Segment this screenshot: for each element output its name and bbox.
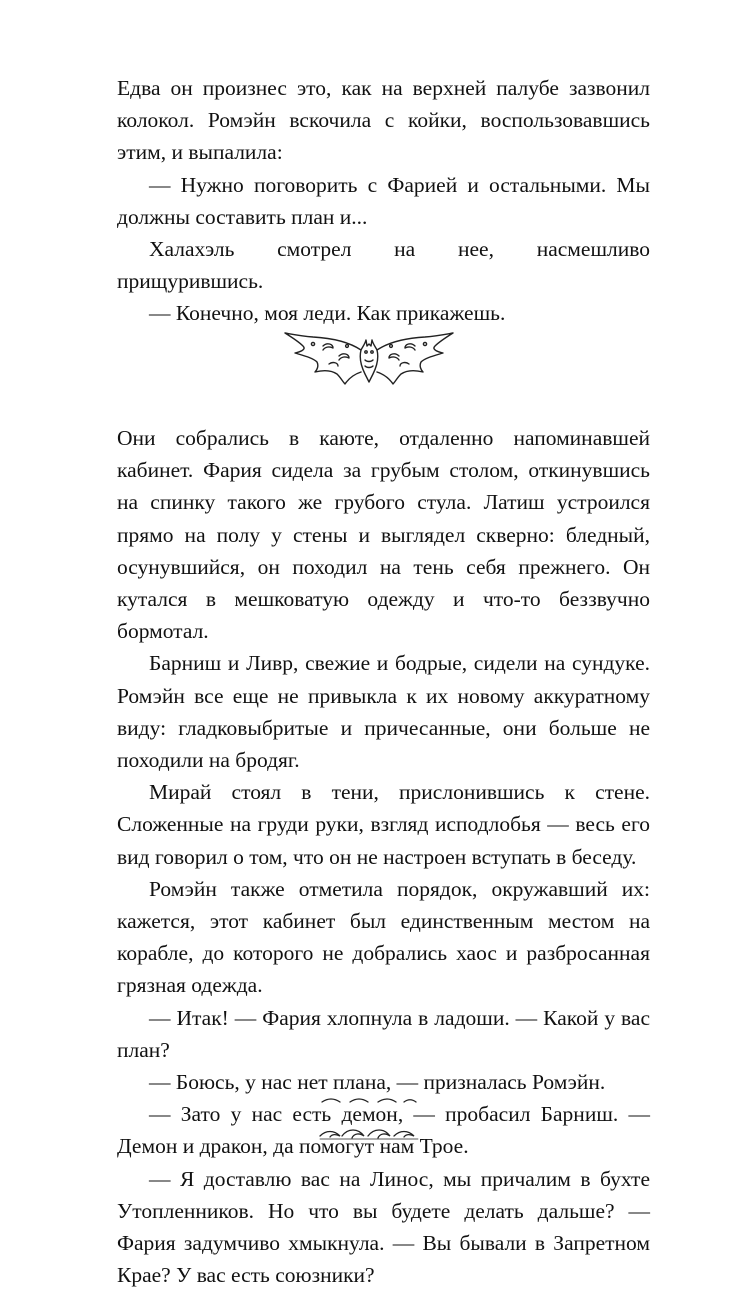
paragraph: Барниш и Ливр, свежие и бодрые, сидели на сундуке. Ромэйн все еще не привыкла к их новому аккуратному виду: гладковыбритые и причесанные, они больше не походили на бродяг. — [117, 651, 650, 773]
paragraph: Ромэйн также отметила порядок, окружавший их: кажется, этот кабинет был единственным местом на корабле, до которого не добрались хаос и разбросанная грязная одежда. — [117, 876, 650, 998]
waves-ornament-icon — [318, 1094, 420, 1144]
paragraph: — Я доставлю вас на Линос, мы причалим в бухте Утопленников. Но что вы будете делать дальше? — Фария задумчиво хмыкнула. — Вы бывали в Запретном Крае? У вас есть союзники? — [117, 1166, 650, 1288]
section-top — [117, 72, 650, 330]
paragraph: Они собрались в каюте, отдаленно напоминавшей кабинет. Фария сидела за грубым столом, откинувшись на спинку такого же грубого стула. Латиш устроился прямо на полу у стены и выглядел скверно: бледный, осунувшийся, он походил на тень себя прежнего. Он кутался в мешковатую одежду и что-то беззвучно бормотал. — [117, 426, 650, 644]
section-main — [117, 422, 650, 1291]
paragraph: — Боюсь, у нас нет плана, — призналась Ромэйн. — [149, 1070, 606, 1095]
paragraph: Мирай стоял в тени, прислонившись к стене. Сложенные на груди руки, взгляд исподлобья — весь его вид говорил о том, что он не настроен вступать в беседу. — [117, 780, 650, 869]
paragraph: Халахэль смотрел на нее, насмешливо прищурившись. — [117, 237, 650, 294]
paragraph: — Итак! — Фария хлопнула в ладоши. — Какой у вас план? — [117, 1005, 650, 1062]
bat-ornament-icon — [283, 320, 455, 388]
paragraph: — Конечно, моя леди. Как прикажешь. — [149, 301, 506, 326]
paragraph: Едва он произнес это, как на верхней палубе зазвонил колокол. Ромэйн вскочила с койки, воспользовавшись этим, и выпалила: — [117, 76, 650, 165]
paragraph: — Зато у нас есть демон, — пробасил Барниш. — Демон и дракон, да помогут нам Трое. — [117, 1102, 650, 1159]
paragraph: — Нужно поговорить с Фарией и остальными. Мы должны составить план и... — [117, 172, 650, 229]
